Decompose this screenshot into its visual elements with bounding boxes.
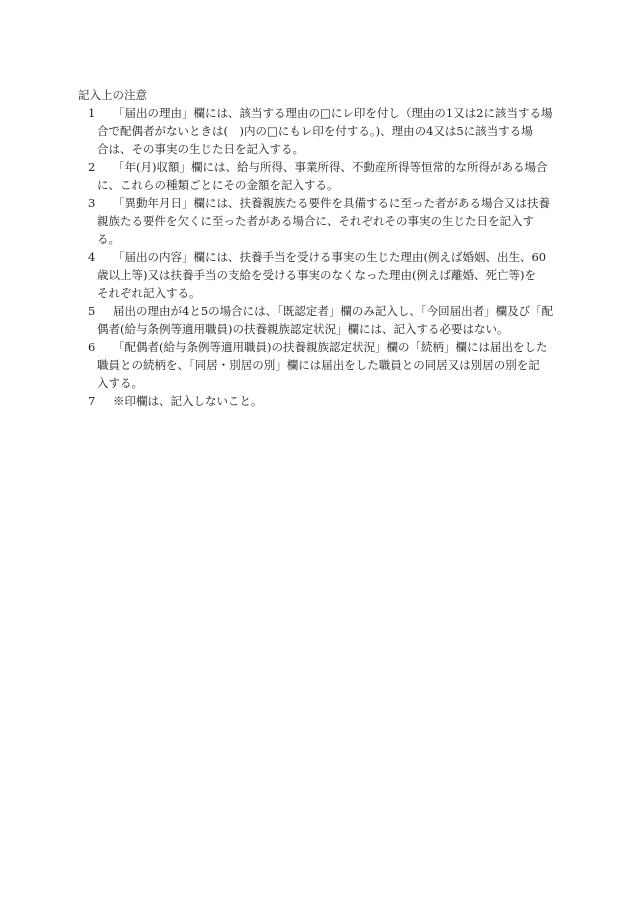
note-2-line-2: に、これらの種類ごとにその金額を記入する。	[97, 178, 339, 192]
note-3-line-3: る。	[97, 232, 120, 246]
note-number-6: 6	[88, 340, 96, 354]
note-number-2: 2	[88, 160, 96, 174]
note-number-1: 1	[88, 106, 96, 120]
notes-title: 記入上の注意	[78, 88, 147, 102]
note-number-7: 7	[88, 394, 96, 408]
note-2-line-1: 「年(月)収額」欄には、給与所得、事業所得、不動産所得等恒常的な所得がある場合	[113, 160, 548, 174]
note-3-line-2: 親族たる要件を欠くに至った者がある場合に、それぞれその事実の生じた日を記入す	[97, 214, 534, 228]
note-1-line-2: 合で配偶者がないときは( )内の□にもレ印を付する。)、理由の4又は5に該当する場	[97, 124, 533, 138]
note-number-3: 3	[88, 196, 96, 210]
note-7-line-1: ※印欄は、記入しないこと。	[113, 394, 263, 408]
note-1-line-1: 「届出の理由」欄には、該当する理由の□にレ印を付し（理由の1又は2に該当する場	[113, 106, 553, 120]
note-4-line-1: 「届出の内容」欄には、扶養手当を受ける事実の生じた理由(例えば婚姻、出生、60	[113, 250, 547, 264]
note-5-line-1: 届出の理由が4と5の場合には、「既認定者」欄のみ記入し、「今回届出者」欄及び「配	[113, 304, 554, 318]
note-1-line-3: 合は、その事実の生じた日を記入する。	[97, 142, 304, 156]
note-number-5: 5	[88, 304, 96, 318]
note-number-4: 4	[88, 250, 96, 264]
note-4-line-3: それぞれ記入する。	[97, 286, 201, 300]
note-6-line-3: 入する。	[97, 376, 143, 390]
note-5-line-2: 偶者(給与条例等適用職員)の扶養親族認定状況」欄には、記入する必要はない。	[97, 322, 509, 336]
note-3-line-1: 「異動年月日」欄には、扶養親族たる要件を具備するに至った者がある場合又は扶養	[113, 196, 550, 210]
note-6-line-2: 職員との続柄を、「同居・別居の別」欄には届出をした職員との同居又は別居の別を記	[97, 358, 540, 372]
note-4-line-2: 歳以上等)又は扶養手当の支給を受ける事実のなくなった理由(例えば離婚、死亡等)を	[97, 268, 536, 282]
note-6-line-1: 「配偶者(給与条例等適用職員)の扶養親族認定状況」欄の「続柄」欄には届出をした	[113, 340, 548, 354]
